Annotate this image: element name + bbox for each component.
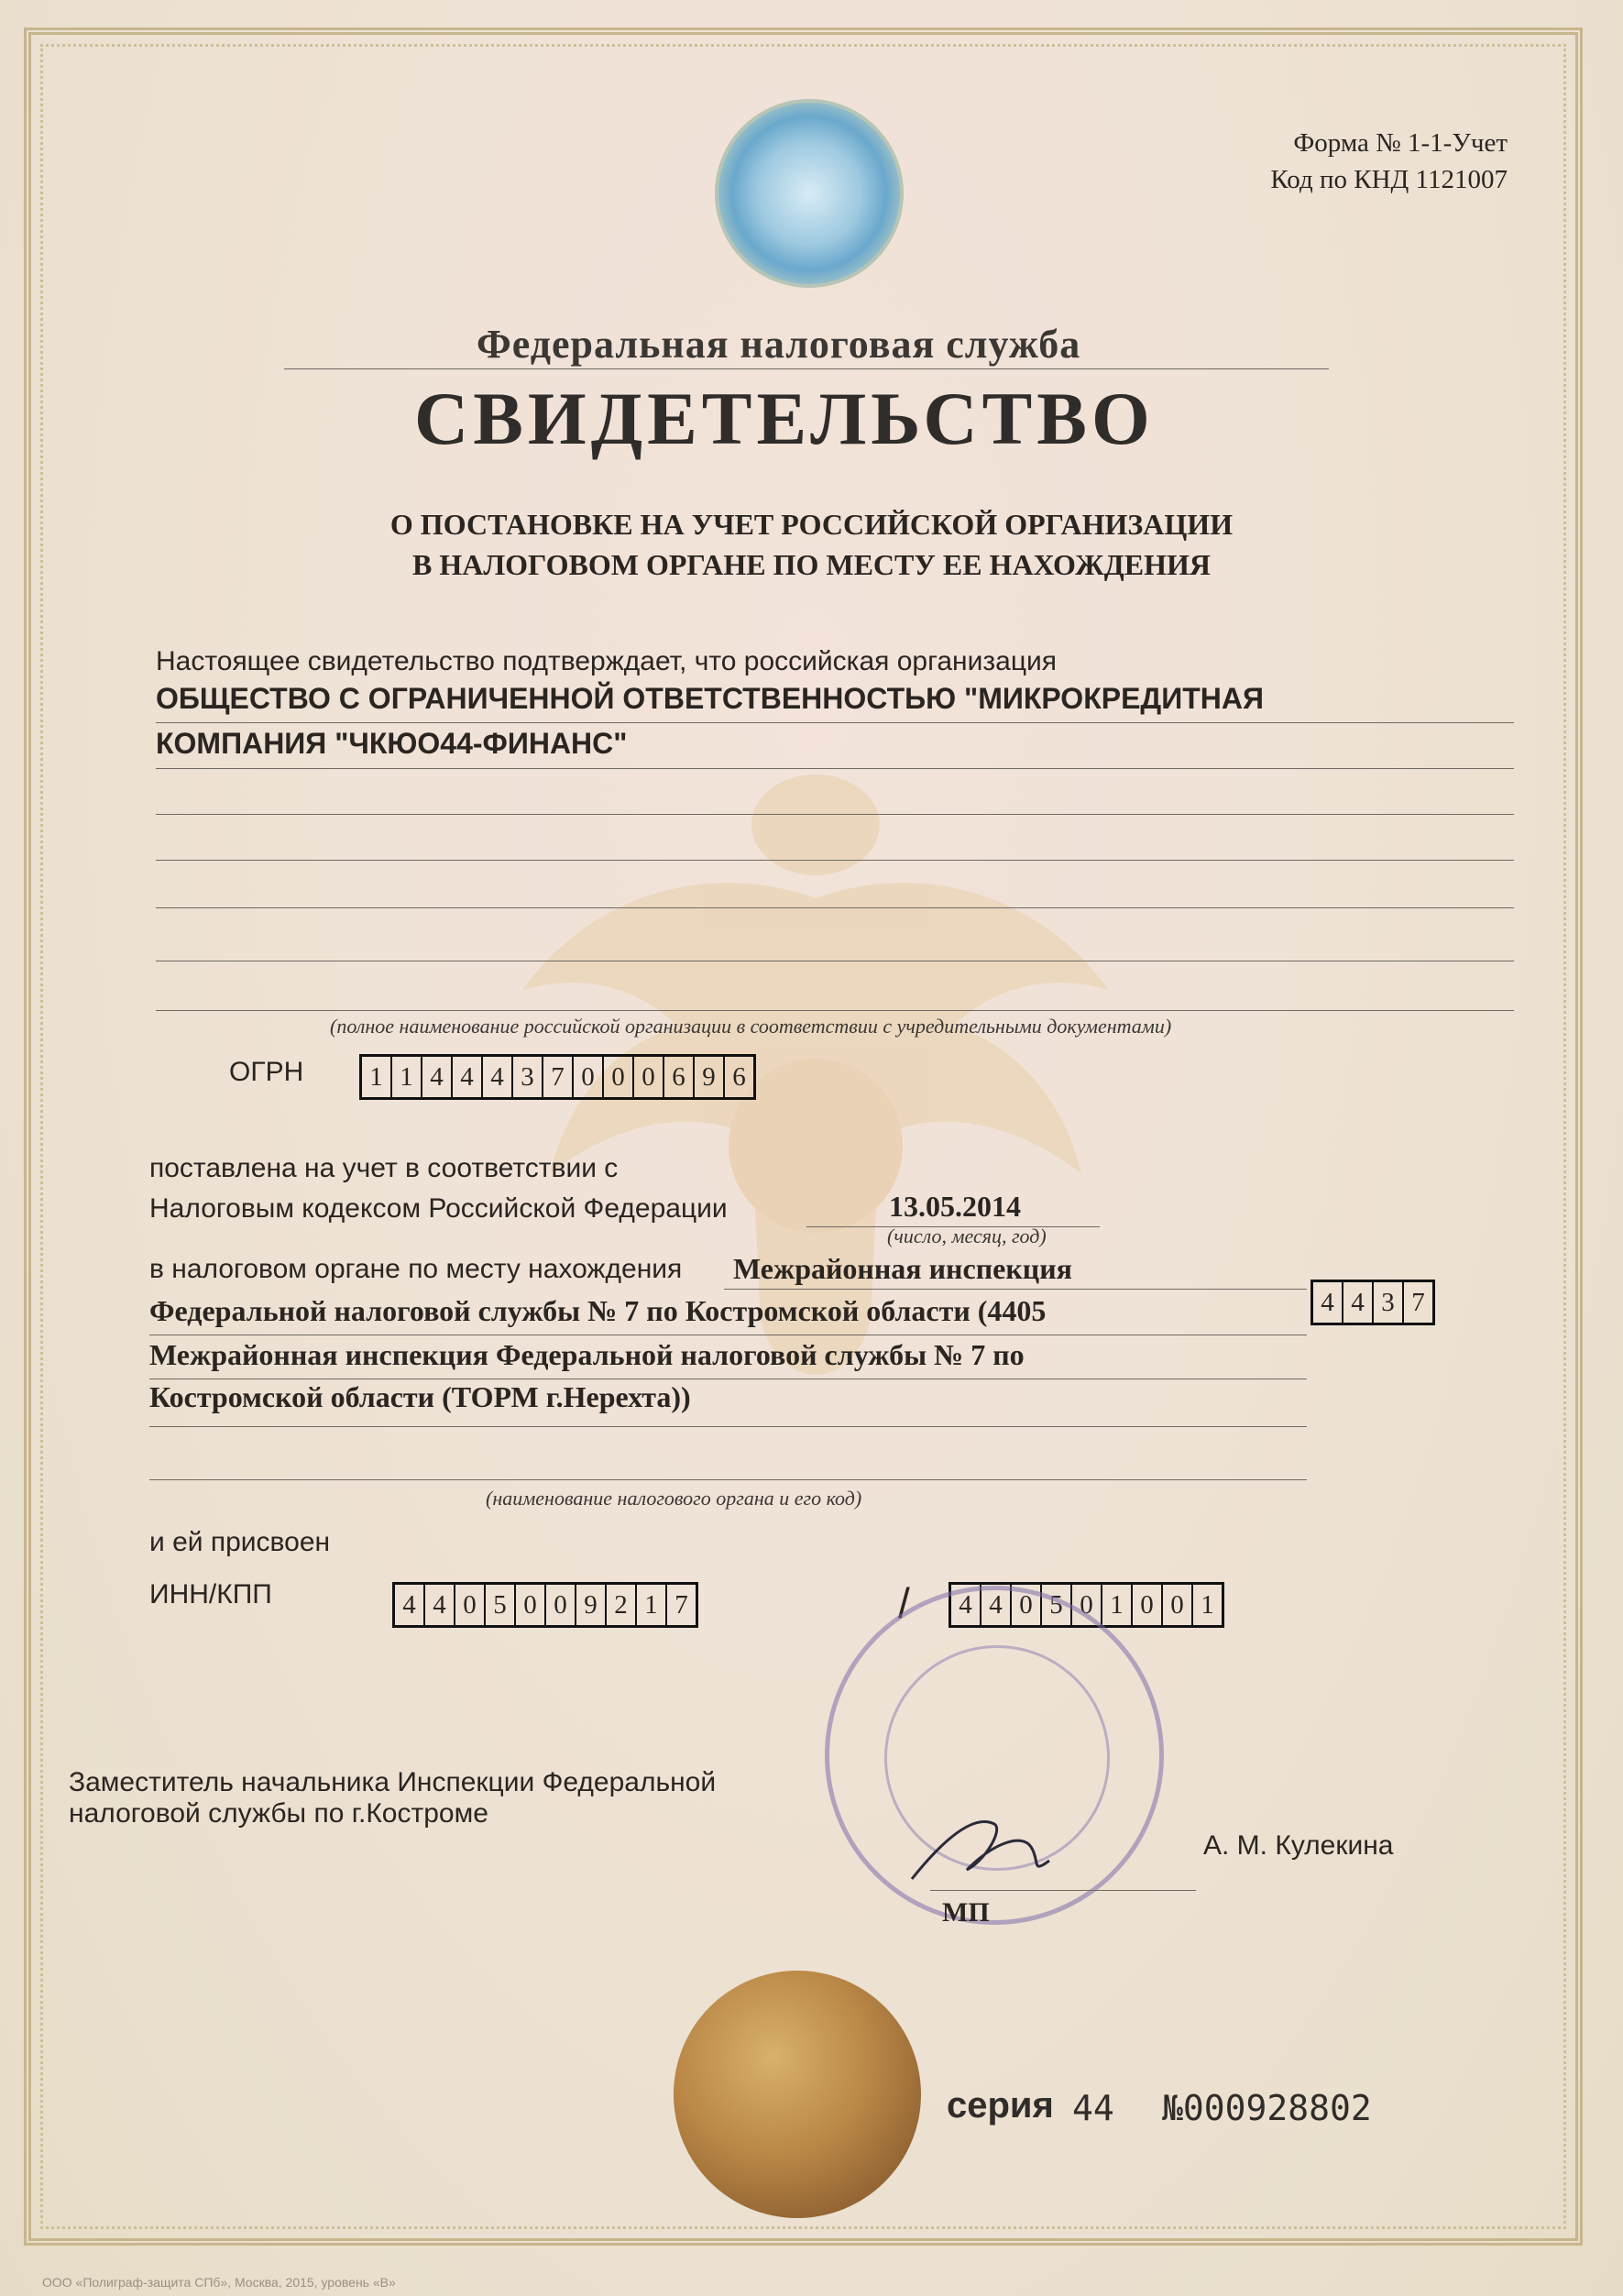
series-value: 44 xyxy=(1072,2088,1114,2128)
subtitle-line-1: О ПОСТАНОВКЕ НА УЧЕТ РОССИЙСКОЙ ОРГАНИЗАЦИИ xyxy=(389,508,1234,541)
digit-cell: 0 xyxy=(1133,1585,1163,1625)
rule-line xyxy=(930,1890,1196,1891)
authority-intro: в налоговом органе по месту нахождения xyxy=(149,1254,683,1284)
certificate-number: №000928802 xyxy=(1162,2088,1372,2128)
organization-name-line-2: КОМПАНИЯ "ЧКЮО44-ФИНАНС" xyxy=(156,727,628,760)
date-hint: (число, месяц, год) xyxy=(887,1225,1047,1247)
signatory-position-line-1: Заместитель начальника Инспекции Федеральной xyxy=(69,1767,717,1797)
authority-code-boxes xyxy=(1310,1280,1435,1325)
series-label: серия xyxy=(947,2085,1054,2126)
digit-cell: 6 xyxy=(732,1061,746,1092)
digit-cell: 9 xyxy=(695,1057,725,1097)
digit-cell: 0 xyxy=(1012,1585,1042,1625)
inn-digit-boxes xyxy=(392,1582,698,1628)
rule-line xyxy=(149,1426,1307,1427)
registration-date: 13.05.2014 xyxy=(889,1190,1021,1223)
document-title: СВИДЕТЕЛЬСТВО xyxy=(414,377,1155,460)
assigned-text: и ей присвоен xyxy=(149,1527,331,1557)
authority-line-1: Межрайонная инспекция xyxy=(733,1252,1072,1285)
agency-underline xyxy=(284,368,1329,369)
digit-cell: 4 xyxy=(395,1585,425,1625)
digit-cell: 4 xyxy=(1343,1282,1374,1323)
digit-cell: 3 xyxy=(513,1057,543,1097)
digit-cell: 0 xyxy=(546,1585,576,1625)
digit-cell: 1 xyxy=(1102,1585,1133,1625)
rule-line xyxy=(156,722,1514,723)
digit-cell: 4 xyxy=(483,1057,513,1097)
organization-name-hint: (полное наименование российской организации в соответствии с учредительными документами) xyxy=(330,1015,1172,1038)
printer-footer: ООО «Полиграф-защита СПб», Москва, 2015, уровень «В» xyxy=(42,2275,396,2290)
ogrn-label: ОГРН xyxy=(229,1057,304,1087)
stamp-place-label: МП xyxy=(942,1897,990,1928)
digit-cell: 7 xyxy=(674,1589,688,1620)
rule-line xyxy=(156,814,1514,815)
digit-cell: 6 xyxy=(664,1057,695,1097)
digit-cell: 5 xyxy=(1042,1585,1072,1625)
signatory-name: А. М. Кулекина xyxy=(1203,1830,1394,1861)
digit-cell: 4 xyxy=(951,1585,981,1625)
registration-text-line-1: поставлена на учет в соответствии с xyxy=(149,1153,619,1183)
rule-line xyxy=(156,1010,1514,1011)
authority-line-3: Межрайонная инспекция Федеральной налоговой службы № 7 по xyxy=(149,1338,1025,1371)
digit-cell: 5 xyxy=(486,1585,516,1625)
digit-cell: 1 xyxy=(637,1585,667,1625)
form-info xyxy=(1270,125,1508,198)
digit-cell: 1 xyxy=(392,1057,422,1097)
ogrn-digit-boxes xyxy=(359,1054,756,1100)
digit-cell: 0 xyxy=(604,1057,634,1097)
registration-text-line-2: Налоговым кодексом Российской Федерации xyxy=(149,1193,728,1224)
digit-cell: 3 xyxy=(1374,1282,1404,1323)
digit-cell: 4 xyxy=(425,1585,455,1625)
knd-code: Код по КНД 1121007 xyxy=(1270,165,1508,194)
rule-line xyxy=(156,860,1514,861)
digit-cell: 4 xyxy=(453,1057,483,1097)
authority-line-2: Федеральной налоговой службы № 7 по Костромской области (4405 xyxy=(149,1294,1047,1327)
digit-cell: 0 xyxy=(634,1057,664,1097)
handwritten-signature-icon xyxy=(894,1796,1077,1897)
agency-title: Федеральная налоговая служба xyxy=(477,322,1081,367)
hologram-emblem-icon xyxy=(715,99,904,288)
rule-line xyxy=(156,907,1514,908)
form-number: Форма № 1-1-Учет xyxy=(1293,128,1508,158)
digit-cell: 0 xyxy=(1163,1585,1193,1625)
document-subtitle xyxy=(0,504,1623,585)
organization-intro: Настоящее свидетельство подтверждает, что российская организация xyxy=(156,646,1057,676)
digit-cell: 4 xyxy=(981,1585,1012,1625)
digit-cell: 7 xyxy=(1411,1287,1425,1317)
digit-cell: 1 xyxy=(1201,1589,1214,1620)
gold-seal-emblem-icon xyxy=(674,1971,921,2218)
rule-line xyxy=(149,1479,1307,1480)
digit-cell: 7 xyxy=(543,1057,574,1097)
rule-line xyxy=(156,768,1514,769)
inn-kpp-label: ИНН/КПП xyxy=(149,1579,272,1609)
digit-cell: 0 xyxy=(455,1585,486,1625)
digit-cell: 0 xyxy=(1072,1585,1102,1625)
authority-hint: (наименование налогового органа и его код) xyxy=(486,1487,862,1510)
digit-cell: 9 xyxy=(576,1585,607,1625)
organization-name-line-1: ОБЩЕСТВО С ОГРАНИЧЕННОЙ ОТВЕТСТВЕННОСТЬЮ "МИКРОКРЕДИТНАЯ xyxy=(156,682,1264,715)
rule-line xyxy=(724,1289,1307,1290)
digit-cell: 0 xyxy=(516,1585,546,1625)
digit-cell: 4 xyxy=(1313,1282,1343,1323)
digit-cell: 1 xyxy=(362,1057,392,1097)
digit-cell: 4 xyxy=(422,1057,453,1097)
signatory-position-line-2: налоговой службы по г.Костроме xyxy=(69,1798,488,1829)
authority-line-4: Костромской области (ТОРМ г.Нерехта)) xyxy=(149,1380,691,1413)
subtitle-line-2: В НАЛОГОВОМ ОРГАНЕ ПО МЕСТУ ЕЕ НАХОЖДЕНИЯ xyxy=(411,548,1212,581)
digit-cell: 0 xyxy=(574,1057,604,1097)
inn-kpp-separator: / xyxy=(898,1579,910,1627)
digit-cell: 2 xyxy=(607,1585,637,1625)
